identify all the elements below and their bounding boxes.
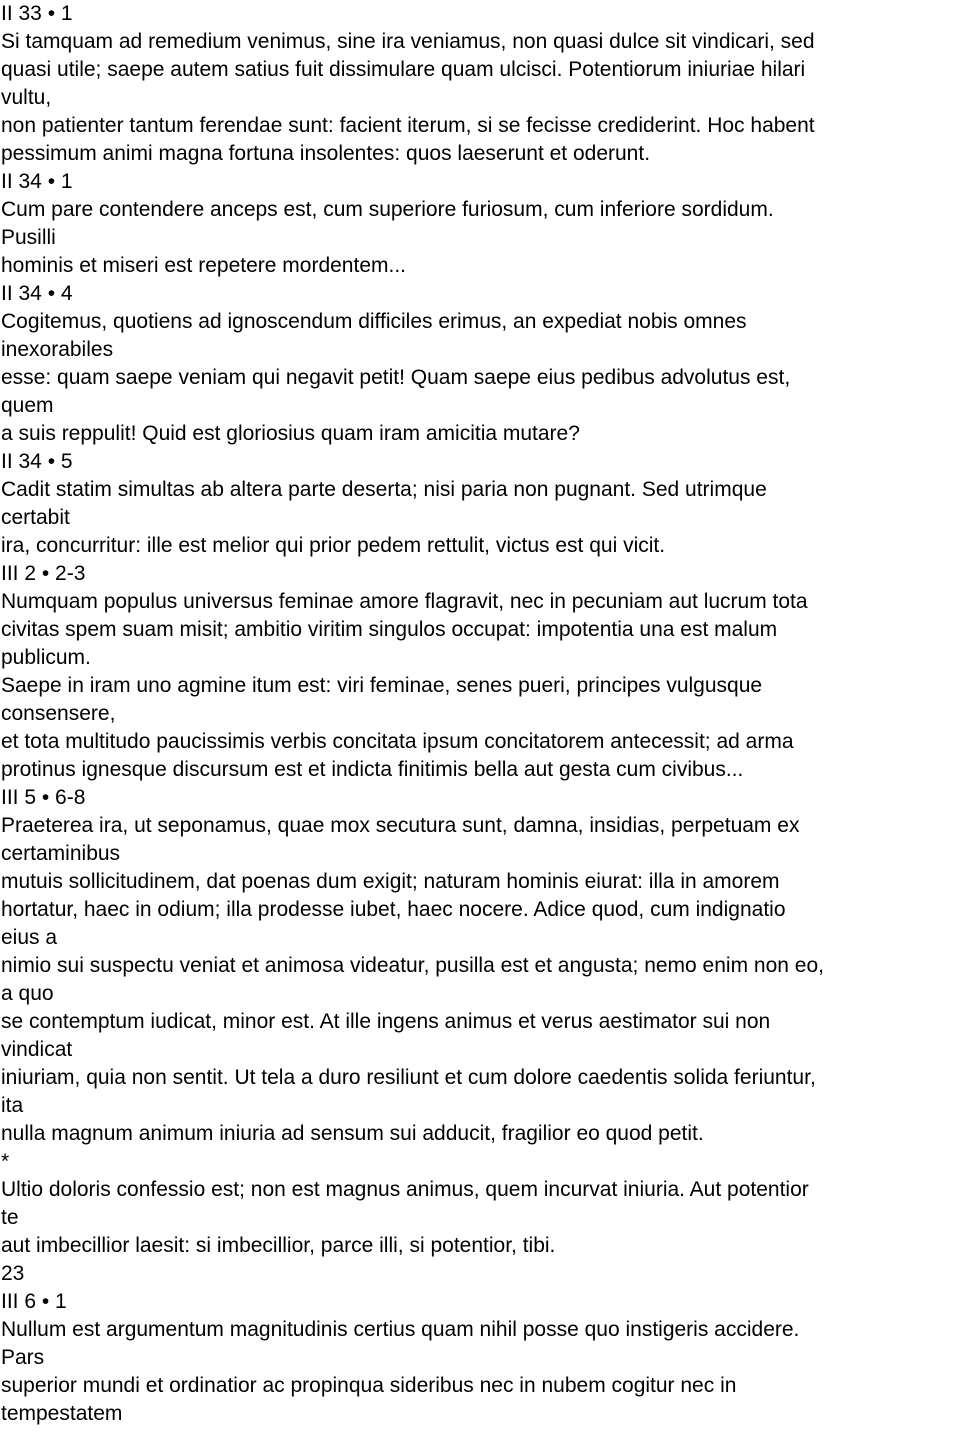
text-line: Numquam populus universus feminae amore flagravit, nec in pecuniam aut lucrum tota — [1, 590, 808, 613]
section-heading: III 2 • 2-3 — [1, 562, 86, 585]
text-line: quem — [1, 394, 54, 417]
separator-asterisk: * — [1, 1150, 10, 1173]
text-line: se contemptum iudicat, minor est. At ille ingens animus et verus aestimator sui non — [1, 1010, 771, 1033]
text-line: esse: quam saepe veniam qui negavit petit! Quam saepe eius pedibus advolutus est, — [1, 366, 791, 389]
text-line: Pars — [1, 1346, 45, 1369]
text-line: vindicat — [1, 1038, 73, 1061]
text-line: Ultio doloris confessio est; non est magnus animus, quem incurvat iniuria. Aut potentior — [1, 1178, 809, 1201]
text-line: a quo — [1, 982, 54, 1005]
text-line: aut imbecillior laesit: si imbecillior, parce illi, si potentior, tibi. — [1, 1234, 556, 1257]
page-number: 23 — [1, 1262, 25, 1285]
text-line: nulla magnum animum iniuria ad sensum sui adducit, fragilior eo quod petit. — [1, 1122, 704, 1145]
text-line: Cadit statim simultas ab altera parte deserta; nisi paria non pugnant. Sed utrimque — [1, 478, 767, 501]
text-line: vultu, — [1, 86, 52, 109]
text-line: hominis et miseri est repetere mordentem... — [1, 254, 406, 277]
text-line: publicum. — [1, 646, 91, 669]
text-line: Cogitemus, quotiens ad ignoscendum difficiles erimus, an expediat nobis omnes — [1, 310, 747, 333]
text-line: protinus ignesque discursum est et indicta finitimis bella aut gesta cum civibus... — [1, 758, 744, 781]
text-line: civitas spem suam misit; ambitio viritim singulos occupat: impotentia una est malum — [1, 618, 778, 641]
text-line: Nullum est argumentum magnitudinis certius quam nihil posse quo instigeris accidere. — [1, 1318, 800, 1341]
text-line: certabit — [1, 506, 70, 529]
text-line: quasi utile; saepe autem satius fuit dissimulare quam ulcisci. Potentiorum iniuriae hilari — [1, 58, 806, 81]
text-line: inexorabiles — [1, 338, 114, 361]
text-line: consensere, — [1, 702, 116, 725]
text-line: certaminibus — [1, 842, 121, 865]
text-line: tempestatem — [1, 1402, 123, 1425]
text-line: te — [1, 1206, 19, 1229]
text-line: hortatur, haec in odium; illa prodesse iubet, haec nocere. Adice quod, cum indignatio — [1, 898, 786, 921]
section-heading: II 34 • 4 — [1, 282, 73, 305]
text-line: Si tamquam ad remedium venimus, sine ira veniamus, non quasi dulce sit vindicari, sed — [1, 30, 815, 53]
section-heading: II 34 • 5 — [1, 450, 73, 473]
text-line: iniuriam, quia non sentit. Ut tela a duro resiliunt et cum dolore caedentis solida feriuntur, — [1, 1066, 816, 1089]
text-line: nimio sui suspectu veniat et animosa videatur, pusilla est et angusta; nemo enim non eo, — [1, 954, 824, 977]
section-heading: II 34 • 1 — [1, 170, 73, 193]
text-line: superior mundi et ordinatior ac propinqua sideribus nec in nubem cogitur nec in — [1, 1374, 737, 1397]
text-line: ita — [1, 1094, 24, 1117]
text-line: pessimum animi magna fortuna insolentes: quos laeserunt et oderunt. — [1, 142, 651, 165]
text-line: et tota multitudo paucissimis verbis concitata ipsum concitatorem antecessit; ad arma — [1, 730, 794, 753]
section-heading: III 5 • 6-8 — [1, 786, 86, 809]
text-line: Praeterea ira, ut seponamus, quae mox secutura sunt, damna, insidias, perpetuam ex — [1, 814, 800, 837]
text-line: Cum pare contendere anceps est, cum superiore furiosum, cum inferiore sordidum. — [1, 198, 774, 221]
text-line: ira, concurritur: ille est melior qui prior pedem rettulit, victus est qui vicit. — [1, 534, 666, 557]
section-heading: III 6 • 1 — [1, 1290, 67, 1313]
text-line: a suis reppulit! Quid est gloriosius quam iram amicitia mutare? — [1, 422, 580, 445]
text-line: mutuis sollicitudinem, dat poenas dum exigit; naturam hominis eiurat: illa in amorem — [1, 870, 780, 893]
text-line: Pusilli — [1, 226, 56, 249]
section-heading: II 33 • 1 — [1, 2, 73, 25]
text-line: Saepe in iram uno agmine itum est: viri feminae, senes pueri, principes vulgusque — [1, 674, 763, 697]
text-line: eius a — [1, 926, 58, 949]
text-line: non patienter tantum ferendae sunt: facient iterum, si se fecisse crediderint. Hoc habent — [1, 114, 815, 137]
